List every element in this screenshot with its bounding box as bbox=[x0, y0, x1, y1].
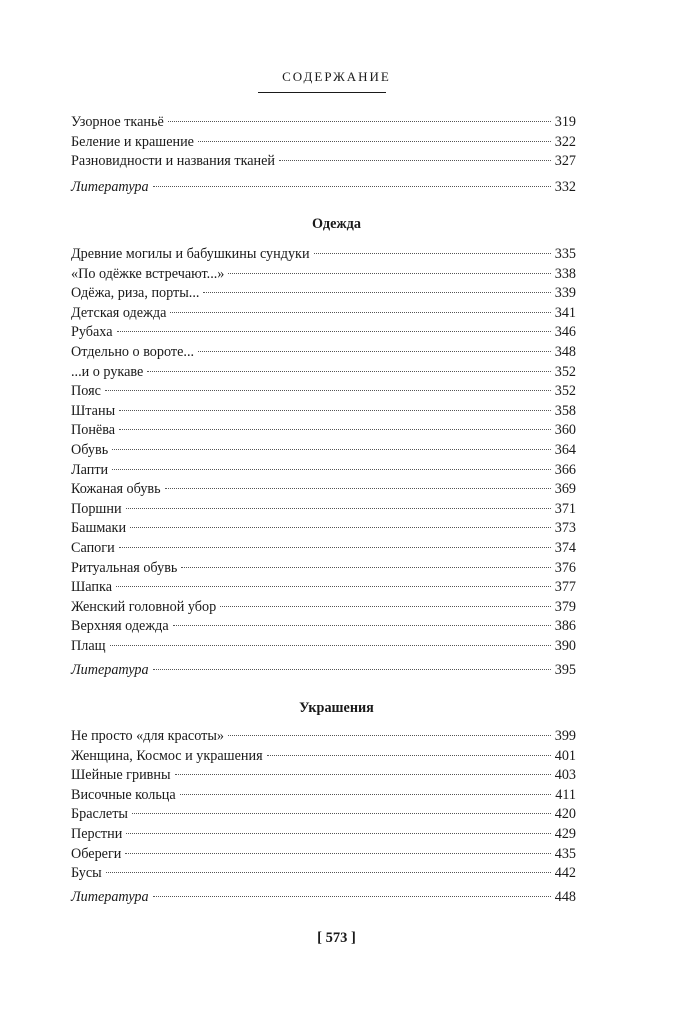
section-heading-clothing: Одежда bbox=[312, 216, 361, 232]
toc-entry-page: 435 bbox=[554, 845, 576, 862]
toc-entry[interactable] bbox=[71, 421, 576, 441]
dot-leader bbox=[126, 508, 551, 509]
dot-leader bbox=[165, 488, 551, 489]
toc-entry-title: Женщина, Космос и украшения bbox=[71, 747, 263, 764]
toc-entry[interactable] bbox=[71, 113, 576, 133]
toc-entry-literature[interactable] bbox=[71, 888, 576, 908]
toc-entry-page: 346 bbox=[554, 324, 576, 341]
toc-section-clothing bbox=[71, 245, 576, 656]
dot-leader bbox=[153, 669, 551, 670]
toc-entry-title: Древние могилы и бабушкины сундуки bbox=[71, 246, 310, 262]
toc-literature-jewelry bbox=[71, 888, 576, 908]
toc-entry-title: Перстни bbox=[71, 825, 123, 842]
header-rule bbox=[258, 92, 386, 93]
toc-entry-page: 371 bbox=[554, 500, 576, 517]
toc-entry-page: 420 bbox=[554, 806, 576, 823]
dot-leader bbox=[126, 833, 550, 834]
toc-entry-page: 442 bbox=[554, 865, 576, 882]
toc-entry-title: Детская одежда bbox=[71, 304, 167, 321]
dot-leader bbox=[170, 312, 550, 313]
toc-entry[interactable] bbox=[71, 598, 576, 618]
dot-leader bbox=[119, 429, 551, 430]
toc-entry-page: 364 bbox=[554, 441, 576, 458]
toc-entry[interactable] bbox=[71, 500, 576, 520]
toc-entry-page: 379 bbox=[554, 598, 576, 615]
toc-entry[interactable] bbox=[71, 461, 576, 481]
section-heading-jewelry: Украшения bbox=[299, 700, 374, 716]
toc-entry-title: Бусы bbox=[71, 865, 102, 882]
toc-entry[interactable] bbox=[71, 539, 576, 559]
toc-entry-page: 448 bbox=[554, 889, 576, 905]
toc-entry-title: Узорное тканьё bbox=[71, 114, 164, 130]
toc-entry[interactable] bbox=[71, 578, 576, 598]
toc-entry[interactable] bbox=[71, 343, 576, 363]
dot-leader bbox=[132, 813, 551, 814]
toc-entry-title: ...и о рукаве bbox=[71, 363, 144, 380]
running-header: СОДЕРЖАНИЕ bbox=[282, 69, 391, 84]
toc-entry-title: Разновидности и названия тканей bbox=[71, 153, 276, 170]
toc-entry-title: Плащ bbox=[71, 637, 106, 654]
toc-entry-title: Пояс bbox=[71, 383, 101, 400]
toc-entry[interactable] bbox=[71, 519, 576, 539]
toc-entry-page: 338 bbox=[554, 265, 576, 282]
toc-entry-title: Беление и крашение bbox=[71, 133, 194, 150]
toc-section-weaving bbox=[71, 113, 576, 172]
dot-leader bbox=[267, 755, 551, 756]
toc-entry-page: 373 bbox=[554, 520, 576, 537]
toc-entry-page: 366 bbox=[554, 461, 576, 478]
toc-entry-page: 335 bbox=[554, 246, 576, 262]
toc-entry-title: Отдельно о вороте... bbox=[71, 343, 195, 360]
dot-leader bbox=[153, 186, 551, 187]
toc-entry-title: Браслеты bbox=[71, 806, 128, 823]
toc-entry[interactable] bbox=[71, 265, 576, 285]
dot-leader bbox=[153, 896, 551, 897]
toc-entry-title: Литература bbox=[71, 179, 149, 195]
toc-entry-page: 395 bbox=[554, 662, 576, 678]
toc-entry[interactable] bbox=[71, 323, 576, 343]
toc-entry-title: Штаны bbox=[71, 402, 116, 419]
toc-entry-page: 403 bbox=[554, 767, 576, 784]
toc-entry-page: 360 bbox=[554, 422, 576, 439]
toc-entry-page: 411 bbox=[555, 786, 576, 803]
dot-leader bbox=[125, 853, 550, 854]
toc-entry-title: Башмаки bbox=[71, 520, 127, 537]
dot-leader bbox=[173, 625, 551, 626]
toc-entry-page: 369 bbox=[554, 481, 576, 498]
toc-entry-title: Ритуальная обувь bbox=[71, 559, 178, 576]
toc-entry-title: Шапка bbox=[71, 579, 112, 596]
toc-literature-clothing bbox=[71, 661, 576, 681]
toc-entry-page: 327 bbox=[554, 153, 576, 170]
toc-entry[interactable] bbox=[71, 363, 576, 383]
toc-entry-title: Литература bbox=[71, 662, 149, 678]
dot-leader bbox=[203, 292, 550, 293]
toc-entry-title: Шейные гривны bbox=[71, 767, 171, 784]
toc-entry-page: 377 bbox=[554, 579, 576, 596]
toc-entry-title: Височные кольца bbox=[71, 786, 176, 803]
toc-entry-title: Женский головной убор bbox=[71, 598, 217, 615]
toc-entry-page: 390 bbox=[554, 637, 576, 654]
toc-entry-page: 399 bbox=[554, 728, 576, 744]
toc-entry[interactable] bbox=[71, 382, 576, 402]
toc-entry-page: 376 bbox=[554, 559, 576, 576]
toc-entry-page: 386 bbox=[554, 618, 576, 635]
toc-entry[interactable] bbox=[71, 845, 576, 865]
toc-entry[interactable] bbox=[71, 766, 576, 786]
toc-entry-title: «По одёжке встречают...» bbox=[71, 265, 225, 282]
dot-leader bbox=[314, 253, 551, 254]
toc-entry-page: 429 bbox=[554, 825, 576, 842]
dot-leader bbox=[228, 273, 550, 274]
dot-leader bbox=[116, 586, 551, 587]
toc-entry-title: Поршни bbox=[71, 500, 122, 517]
dot-leader bbox=[279, 160, 551, 161]
toc-entry-page: 348 bbox=[554, 343, 576, 360]
page-number: [ 573 ] bbox=[317, 930, 356, 946]
toc-entry-literature[interactable] bbox=[71, 178, 576, 198]
toc-literature-weaving bbox=[71, 178, 576, 198]
toc-entry[interactable] bbox=[71, 559, 576, 579]
toc-entry[interactable] bbox=[71, 284, 576, 304]
dot-leader bbox=[181, 567, 550, 568]
toc-entry[interactable] bbox=[71, 304, 576, 324]
toc-entry-title: Не просто «для красоты» bbox=[71, 728, 224, 744]
toc-entry-title: Кожаная обувь bbox=[71, 481, 161, 498]
dot-leader bbox=[119, 410, 551, 411]
dot-leader bbox=[130, 527, 551, 528]
dot-leader bbox=[198, 351, 551, 352]
toc-entry-title: Понёва bbox=[71, 422, 116, 439]
toc-entry[interactable] bbox=[71, 480, 576, 500]
toc-entry-title: Рубаха bbox=[71, 324, 113, 341]
toc-section-jewelry bbox=[71, 727, 576, 884]
toc-entry[interactable] bbox=[71, 133, 576, 153]
dot-leader bbox=[112, 469, 551, 470]
toc-entry-page: 358 bbox=[554, 402, 576, 419]
toc-entry[interactable] bbox=[71, 152, 576, 172]
toc-entry-page: 319 bbox=[554, 114, 576, 130]
dot-leader bbox=[228, 735, 551, 736]
dot-leader bbox=[119, 547, 551, 548]
toc-entry[interactable] bbox=[71, 402, 576, 422]
toc-entry[interactable] bbox=[71, 617, 576, 637]
toc-entry-page: 322 bbox=[554, 133, 576, 150]
dot-leader bbox=[117, 331, 551, 332]
toc-entry-title: Лапти bbox=[71, 461, 109, 478]
toc-entry[interactable] bbox=[71, 805, 576, 825]
dot-leader bbox=[112, 449, 551, 450]
toc-entry-page: 339 bbox=[554, 285, 576, 302]
dot-leader bbox=[198, 141, 551, 142]
toc-entry[interactable] bbox=[71, 441, 576, 461]
dot-leader bbox=[168, 121, 551, 122]
dot-leader bbox=[175, 774, 551, 775]
toc-entry-page: 352 bbox=[554, 363, 576, 380]
toc-entry[interactable] bbox=[71, 864, 576, 884]
dot-leader bbox=[180, 794, 552, 795]
toc-entry-title: Сапоги bbox=[71, 539, 115, 556]
toc-entry[interactable] bbox=[71, 637, 576, 657]
dot-leader bbox=[106, 872, 551, 873]
toc-entry-title: Обувь bbox=[71, 441, 109, 458]
toc-entry[interactable] bbox=[71, 245, 576, 265]
dot-leader bbox=[105, 390, 551, 391]
toc-entry-title: Одёжа, риза, порты... bbox=[71, 285, 200, 302]
toc-entry-title: Литература bbox=[71, 889, 149, 905]
toc-entry-page: 341 bbox=[554, 304, 576, 321]
toc-entry-literature[interactable] bbox=[71, 661, 576, 681]
dot-leader bbox=[220, 606, 551, 607]
toc-entry[interactable] bbox=[71, 786, 576, 806]
toc-entry-page: 332 bbox=[554, 179, 576, 195]
toc-entry[interactable] bbox=[71, 727, 576, 747]
toc-entry-page: 374 bbox=[554, 539, 576, 556]
dot-leader bbox=[147, 371, 550, 372]
dot-leader bbox=[110, 645, 551, 646]
toc-entry[interactable] bbox=[71, 747, 576, 767]
toc-entry[interactable] bbox=[71, 825, 576, 845]
toc-entry-title: Верхняя одежда bbox=[71, 618, 169, 635]
toc-entry-page: 401 bbox=[554, 747, 576, 764]
toc-entry-page: 352 bbox=[554, 383, 576, 400]
toc-entry-title: Обереги bbox=[71, 845, 122, 862]
